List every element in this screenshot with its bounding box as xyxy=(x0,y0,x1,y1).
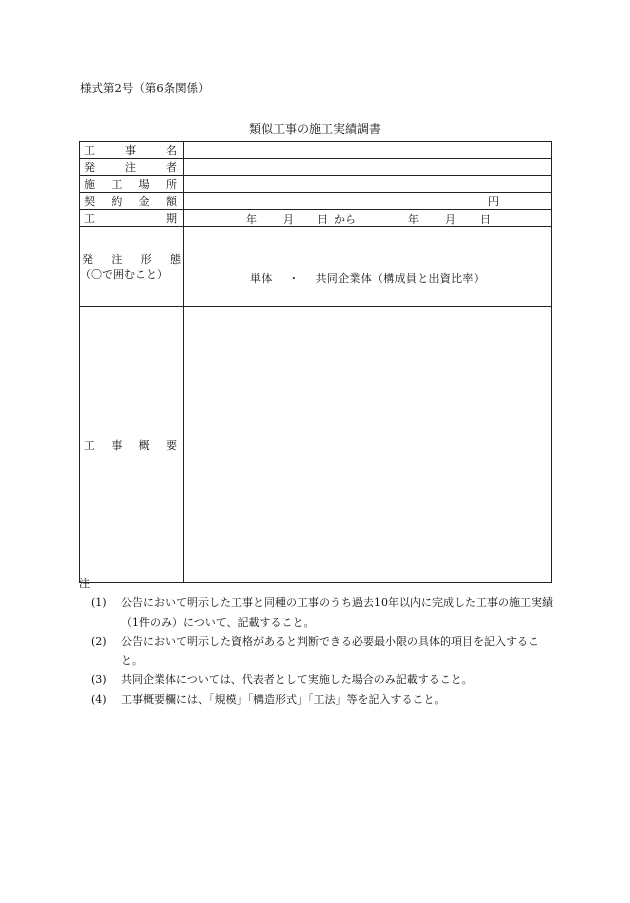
note-item xyxy=(79,632,559,671)
field-contract-amount[interactable] xyxy=(184,193,552,210)
row-order-type xyxy=(80,227,552,307)
note-item xyxy=(79,670,559,689)
period-start-month: 月 xyxy=(283,213,294,226)
note-text: 公告において明示した資格があると判断できる必要最小限の具体的項目を記入すること。 xyxy=(121,634,539,668)
row-overview xyxy=(80,307,552,583)
note-text: 共同企業体については、代表者として実施した場合のみ記載すること。 xyxy=(121,673,473,687)
period-end-month: 月 xyxy=(445,213,456,226)
period-start-year: 年 xyxy=(246,213,257,226)
note-item xyxy=(79,690,559,709)
option-single[interactable]: 単体 xyxy=(249,271,273,285)
label-overview: 工 事 概 要 xyxy=(80,307,184,583)
row-orderer xyxy=(80,159,552,176)
field-order-type[interactable] xyxy=(184,227,552,307)
label-order-type-sub: （〇で囲むこと） xyxy=(80,267,168,281)
label-orderer: 発 注 者 xyxy=(80,159,184,176)
row-period xyxy=(80,210,552,227)
field-location[interactable] xyxy=(184,176,552,193)
label-project-name: 工 事 名 xyxy=(80,142,184,159)
row-location xyxy=(80,176,552,193)
period-end-year: 年 xyxy=(408,213,419,226)
note-number: (3) xyxy=(91,673,107,687)
document-title: 類似工事の施工実績調書 xyxy=(248,122,381,136)
note-item xyxy=(79,593,559,632)
field-orderer[interactable] xyxy=(184,159,552,176)
label-location: 施 工 場 所 xyxy=(80,176,184,193)
period-start-day: 日 xyxy=(317,213,328,226)
option-separator: ・ xyxy=(288,271,300,285)
performance-form-table xyxy=(79,141,552,583)
row-project-name xyxy=(80,142,552,159)
label-contract-amount: 契 約 金 額 xyxy=(80,193,184,210)
option-joint-venture[interactable]: 共同企業体（構成員と出資比率） xyxy=(315,271,485,285)
period-end-day: 日 xyxy=(480,213,491,226)
field-project-name[interactable] xyxy=(184,142,552,159)
notes-section xyxy=(79,574,559,709)
label-order-type: 発 注 形 態 （〇で囲むこと） xyxy=(80,227,184,307)
label-period: 工 期 xyxy=(80,210,184,227)
field-overview[interactable] xyxy=(184,307,552,583)
form-number: 様式第2号（第6条関係） xyxy=(80,81,210,95)
note-text: 工事概要欄には、「規模」「構造形式」「工法」等を記入すること。 xyxy=(121,692,446,706)
yen-unit: 円 xyxy=(488,195,499,208)
note-number: (2) xyxy=(91,634,107,648)
notes-heading: 注 xyxy=(79,577,90,590)
note-text: 公告において明示した工事と同種の工事のうち過去10年以内に完成した工事の施工実績（1件のみ）について、記載すること。 xyxy=(121,596,553,629)
row-contract-amount xyxy=(80,193,552,210)
field-period[interactable] xyxy=(184,210,552,227)
note-number: (4) xyxy=(91,692,107,706)
period-from: から xyxy=(334,213,356,226)
note-number: (1) xyxy=(91,596,107,610)
